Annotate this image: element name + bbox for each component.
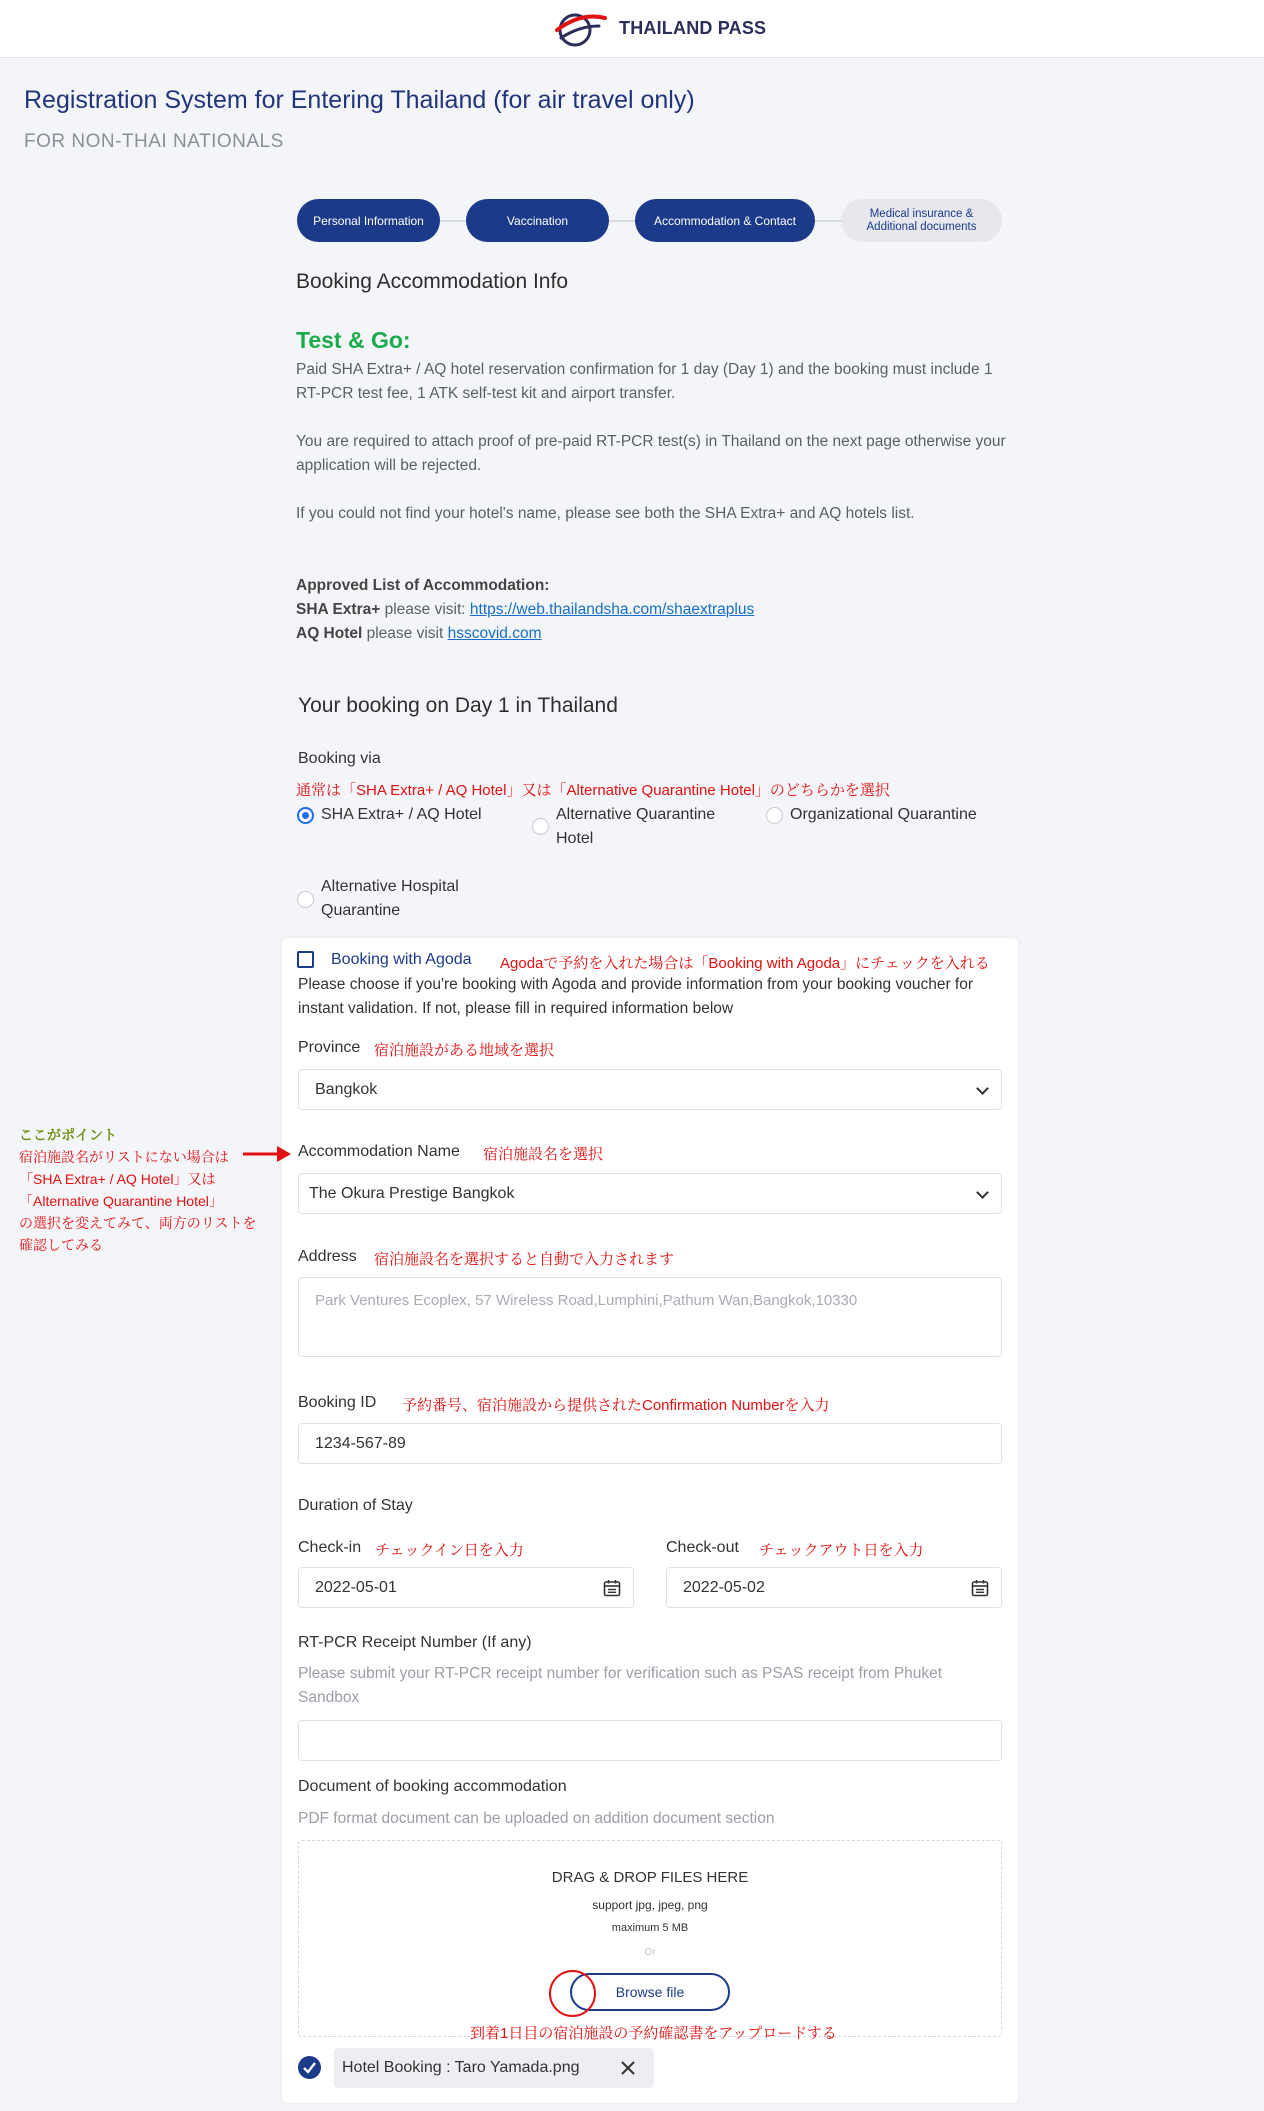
checkin-label: Check-in <box>298 1539 362 1556</box>
aq-label: AQ Hotel <box>296 625 363 642</box>
rtpcr-receipt-description: Please submit your RT-PCR receipt number for verification such as PSAS receipt from Phuket Sandbox <box>298 1665 943 1706</box>
booking-day1-heading: Your booking on Day 1 in Thailand <box>298 694 618 717</box>
side-note-heading: ここがポイント <box>19 1127 117 1143</box>
radio-organizational-quarantine[interactable] <box>766 807 783 824</box>
side-note-line: 「Alternative Quarantine Hotel」 <box>19 1193 223 1209</box>
close-icon[interactable] <box>620 2060 636 2076</box>
accommodation-name-annotation: 宿泊施設名を選択 <box>483 1146 604 1163</box>
logo[interactable] <box>553 8 766 48</box>
side-note <box>19 1124 259 1256</box>
sha-label: SHA Extra+ <box>296 601 381 618</box>
page-subtitle: FOR NON-THAI NATIONALS <box>24 131 284 152</box>
step-personal-information[interactable]: Personal Information <box>297 199 440 242</box>
booking-via-annotation: 通常は「SHA Extra+ / AQ Hotel」又は「Alternative Quarantine Hotel」のどちらかを選択 <box>296 782 890 799</box>
side-note-line: 宿泊施設名がリストにない場合は <box>19 1149 229 1165</box>
agoda-checkbox-label[interactable]: Booking with Agoda <box>331 951 472 968</box>
highlight-circle <box>549 1970 596 2017</box>
agoda-annotation: Agodaで予約を入れた場合は「Booking with Agoda」にチェックを入れる <box>500 955 990 972</box>
accommodation-name-label: Accommodation Name <box>298 1143 460 1160</box>
accommodation-name-select[interactable] <box>298 1173 1002 1214</box>
info-paragraph-3: If you could not find your hotel's name, please see both the SHA Extra+ and AQ hotels list. <box>296 505 915 522</box>
step-vaccination[interactable]: Vaccination <box>466 199 609 242</box>
uploaded-file-chip <box>334 2048 654 2088</box>
province-select-value: Bangkok <box>315 1080 378 1098</box>
agoda-checkbox[interactable] <box>297 951 314 968</box>
dropzone-or: Or <box>644 1947 656 1958</box>
approved-list <box>296 574 1006 646</box>
top-bar <box>0 0 1264 58</box>
uploaded-file-name: Hotel Booking : Taro Yamada.png <box>342 2059 580 2076</box>
thailand-pass-logo-icon <box>553 8 609 48</box>
radio-alternative-quarantine-hotel[interactable] <box>532 818 549 835</box>
logo-text: THAILAND PASS <box>619 17 767 38</box>
upload-annotation: 到着1日目の宿泊施設の予約確認書をアップロードする <box>470 2025 837 2042</box>
address-annotation: 宿泊施設名を選択すると自動で入力されます <box>374 1251 675 1268</box>
booking-document-label: Document of booking accommodation <box>298 1778 567 1795</box>
booking-id-label: Booking ID <box>298 1394 377 1411</box>
accommodation-name-value: The Okura Prestige Bangkok <box>309 1184 515 1202</box>
rtpcr-receipt-label: RT-PCR Receipt Number (If any) <box>298 1634 532 1651</box>
sha-extra-link[interactable]: https://web.thailandsha.com/shaextraplus <box>469 601 755 618</box>
stepper-connector <box>815 220 841 222</box>
side-note-line: 確認してみる <box>19 1237 103 1253</box>
aq-text: please visit <box>362 625 448 642</box>
step-medical-insurance[interactable]: Medical insurance & Additional documents <box>841 199 1002 242</box>
rtpcr-receipt-input[interactable] <box>298 1720 1002 1761</box>
approved-list-title: Approved List of Accommodation: <box>296 577 550 594</box>
info-paragraph-1: Paid SHA Extra+ / AQ hotel reservation confirmation for 1 day (Day 1) and the booking must include 1 RT-PCR test fee, 1 ATK self-test kit and airport transfer. <box>296 361 993 402</box>
radio-sha-extra-aq[interactable] <box>297 807 314 824</box>
checkin-date-input[interactable] <box>298 1567 634 1608</box>
browse-file-button[interactable]: Browse file <box>570 1973 730 2011</box>
radio-label-alternative-hospital-quarantine[interactable]: Alternative Hospital Quarantine <box>321 878 459 919</box>
checkout-annotation: チェックアウト日を入力 <box>759 1542 924 1559</box>
checkout-label: Check-out <box>666 1539 739 1556</box>
side-note-line: 「SHA Extra+ / AQ Hotel」又は <box>19 1171 216 1187</box>
dropzone-max-size: maximum 5 MB <box>611 1922 689 1934</box>
info-paragraph-2: You are required to attach proof of pre-paid RT-PCR test(s) in Thailand on the next page otherwise your application will be rejected. <box>296 433 1006 474</box>
dropzone-support: support jpg, jpeg, png <box>592 1898 708 1912</box>
radio-label-alternative-quarantine-hotel[interactable]: Alternative Quarantine Hotel <box>556 806 716 847</box>
checkout-date-input[interactable] <box>666 1567 1002 1608</box>
chevron-down-icon <box>976 1186 989 1199</box>
province-select[interactable] <box>298 1069 1002 1110</box>
province-annotation: 宿泊施設がある地域を選択 <box>374 1042 555 1059</box>
checkin-annotation: チェックイン日を入力 <box>375 1542 524 1559</box>
step-accommodation-contact[interactable]: Accommodation & Contact <box>635 199 815 242</box>
address-label: Address <box>298 1248 357 1265</box>
radio-label-organizational-quarantine[interactable]: Organizational Quarantine <box>790 806 977 823</box>
checkin-date-value: 2022-05-01 <box>315 1578 397 1596</box>
calendar-icon[interactable] <box>603 1579 621 1597</box>
radio-label-sha-extra-aq[interactable]: SHA Extra+ / AQ Hotel <box>321 806 482 823</box>
dropzone-title: DRAG & DROP FILES HERE <box>551 1869 749 1886</box>
booking-document-description: PDF format document can be uploaded on addition document section <box>298 1810 775 1827</box>
agoda-description: Please choose if you're booking with Agoda and provide information from your booking voucher for instant validation. If not, please fill in required information below <box>298 976 974 1017</box>
booking-id-input[interactable]: 1234-567-89 <box>298 1423 1002 1464</box>
test-and-go-heading: Test & Go: <box>296 327 411 353</box>
aq-hotel-link[interactable]: hsscovid.com <box>447 625 542 642</box>
chevron-down-icon <box>976 1082 989 1095</box>
stepper-connector <box>609 220 635 222</box>
booking-id-annotation: 予約番号、宿泊施設から提供されたConfirmation Numberを入力 <box>402 1397 830 1414</box>
sha-text: please visit: <box>380 601 470 618</box>
uploaded-check-icon <box>298 2056 321 2079</box>
side-note-line: の選択を変えてみて、両方のリストを <box>19 1215 257 1231</box>
duration-of-stay-label: Duration of Stay <box>298 1497 413 1514</box>
province-label: Province <box>298 1039 361 1056</box>
booking-via-label: Booking via <box>298 750 381 767</box>
page-title: Registration System for Entering Thailand (for air travel only) <box>24 86 695 114</box>
stepper-connector <box>440 220 466 222</box>
checkout-date-value: 2022-05-02 <box>683 1578 765 1596</box>
radio-alternative-hospital-quarantine[interactable] <box>297 891 314 908</box>
accommodation-info-heading: Booking Accommodation Info <box>296 270 568 293</box>
address-textarea[interactable]: Park Ventures Ecoplex, 57 Wireless Road,Lumphini,Pathum Wan,Bangkok,10330 <box>298 1277 1002 1357</box>
calendar-icon[interactable] <box>971 1579 989 1597</box>
